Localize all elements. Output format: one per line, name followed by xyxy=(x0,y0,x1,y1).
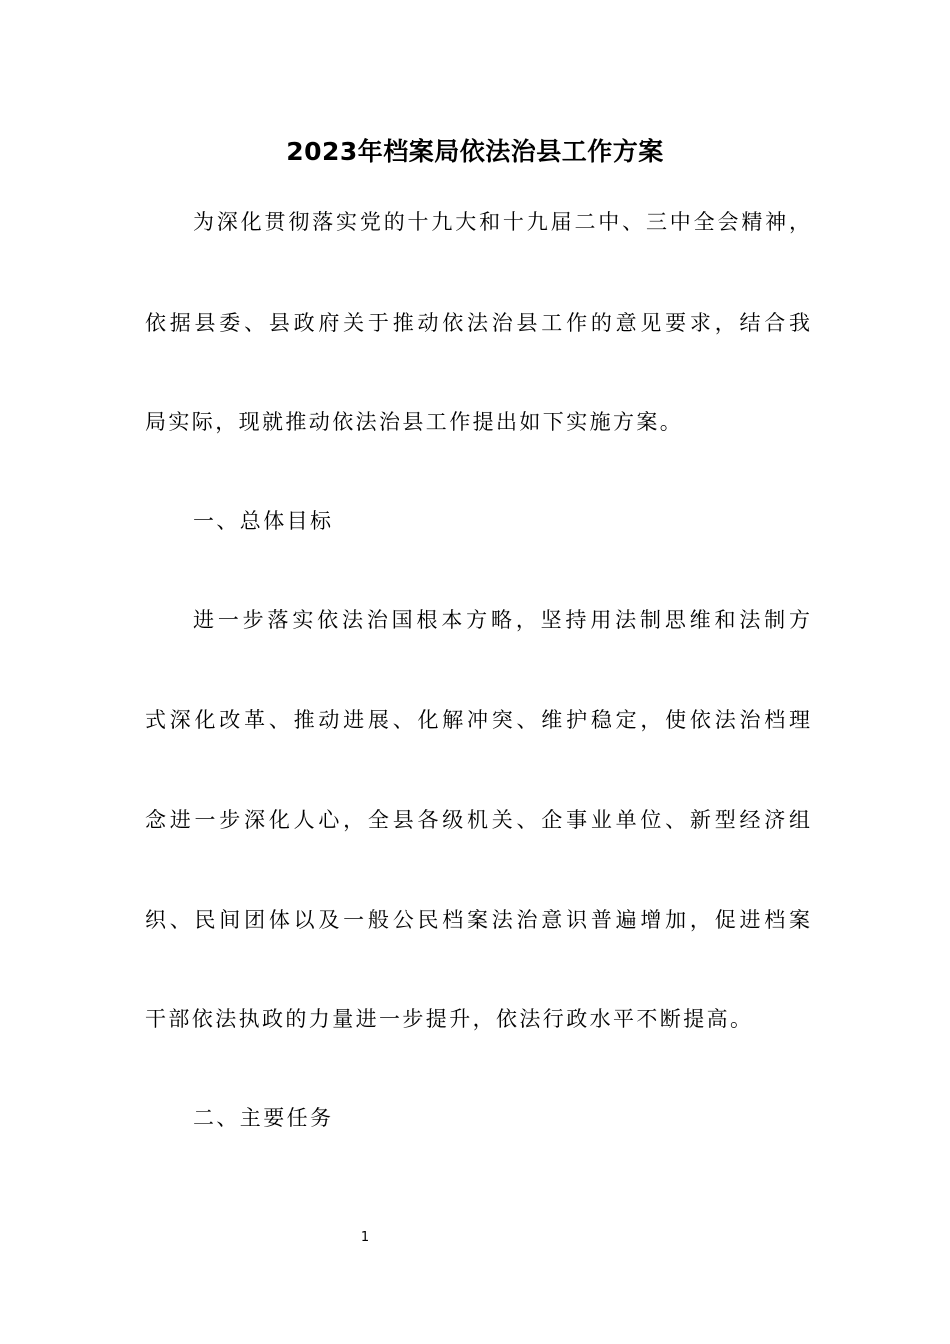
section-heading-main-tasks: 二、主要任务 xyxy=(193,1106,334,1130)
page-number: 1 xyxy=(360,1230,370,1245)
paragraph-line: 为深化贯彻落实党的十九大和十九届二中、三中全会精神， xyxy=(193,210,810,234)
paragraph-line: 织、民间团体以及一般公民档案法治意识普遍增加，促进档案 xyxy=(145,908,810,932)
paragraph-line: 念进一步深化人心，全县各级机关、企事业单位、新型经济组 xyxy=(145,808,810,832)
paragraph-line: 进一步落实依法治国根本方略，坚持用法制思维和法制方 xyxy=(193,608,810,632)
document-title: 2023年档案局依法治县工作方案 xyxy=(286,137,664,166)
paragraph-line: 依据县委、县政府关于推动依法治县工作的意见要求，结合我 xyxy=(145,311,810,335)
paragraph-line: 局实际，现就推动依法治县工作提出如下实施方案。 xyxy=(145,410,684,434)
paragraph-line: 干部依法执政的力量进一步提升，依法行政水平不断提高。 xyxy=(145,1007,754,1031)
paragraph-line: 式深化改革、推动进展、化解冲突、维护稳定，使依法治档理 xyxy=(145,708,810,732)
section-heading-overall-goal: 一、总体目标 xyxy=(193,509,334,533)
